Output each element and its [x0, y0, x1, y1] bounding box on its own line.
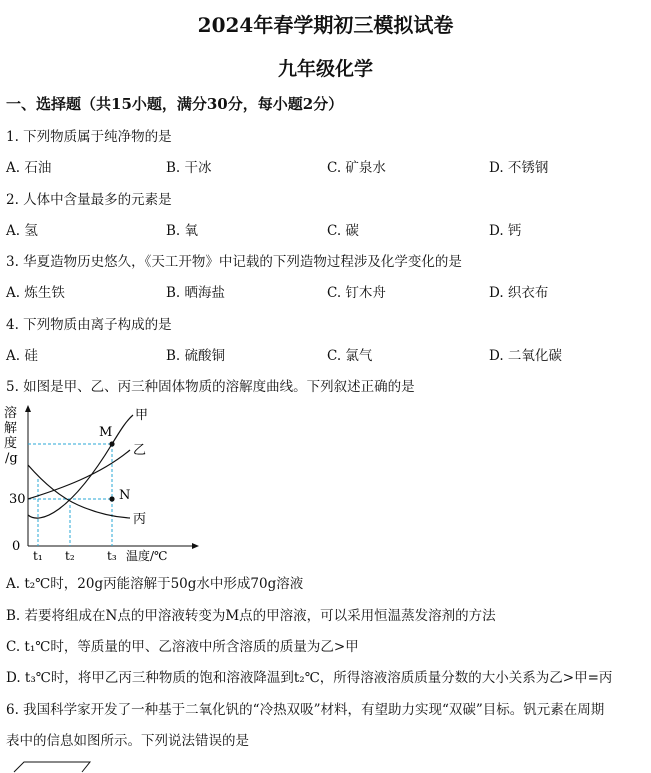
question-1-stem: 1. 下列物质属于纯净物的是	[6, 129, 172, 145]
question-3-option-c[interactable]: C. 钉木舟	[327, 285, 386, 301]
y-axis-label-char-1: 溶	[4, 406, 18, 421]
y-axis-label-char-4: /g	[5, 451, 18, 466]
question-6-stem-continued: 表中的信息如图所示。下列说法错误的是	[6, 733, 249, 749]
section-heading: 一、选择题（共15小题，满分30分，每小题2分）	[6, 95, 344, 113]
y-axis-label-char-3: 度	[4, 436, 18, 451]
x-axis-arrow	[192, 543, 199, 549]
point-n	[109, 496, 114, 501]
question-1-option-d[interactable]: D. 不锈钢	[489, 160, 549, 176]
element-cell-top-edge	[14, 762, 90, 772]
solubility-curve-chart	[0, 403, 200, 565]
x-tick-t1: t₁	[33, 549, 43, 563]
series-label-yi: 乙	[133, 443, 147, 458]
curve-jia	[28, 415, 133, 518]
origin-label: 0	[12, 539, 21, 554]
exam-subtitle: 九年级化学	[277, 58, 373, 80]
question-1-option-b[interactable]: B. 干冰	[166, 160, 212, 176]
y-tick-30: 30	[9, 492, 26, 507]
question-2-option-b[interactable]: B. 氧	[166, 223, 199, 239]
x-tick-t2: t₂	[65, 549, 75, 563]
question-3-option-b[interactable]: B. 晒海盐	[166, 285, 226, 301]
question-2-option-d[interactable]: D. 钙	[489, 223, 522, 239]
x-tick-t3: t₃	[107, 549, 117, 563]
series-label-jia: 甲	[135, 408, 149, 423]
question-4-option-d[interactable]: D. 二氧化碳	[489, 348, 562, 364]
question-5-option-a[interactable]: A. t₂℃时，20g丙能溶解于50g水中形成70g溶液	[6, 576, 304, 592]
question-3-stem: 3. 华夏造物历史悠久，《天工开物》中记载的下列造物过程涉及化学变化的是	[6, 254, 462, 270]
question-4-option-b[interactable]: B. 硫酸铜	[166, 348, 226, 364]
question-4-option-c[interactable]: C. 氯气	[327, 348, 373, 364]
y-axis-label-char-2: 解	[4, 421, 18, 436]
question-5-option-d[interactable]: D. t₃℃时，将甲乙丙三种物质的饱和溶液降温到t₂℃，所得溶液溶质质量分数的大小关系为乙>甲=丙	[6, 670, 613, 686]
question-2-option-c[interactable]: C. 碳	[327, 223, 359, 239]
question-4-option-a[interactable]: A. 硅	[6, 348, 38, 364]
series-label-bing: 丙	[133, 512, 147, 527]
question-1-option-c[interactable]: C. 矿泉水	[327, 160, 386, 176]
question-5-stem: 5. 如图是甲、乙、丙三种固体物质的溶解度曲线。下列叙述正确的是	[6, 379, 415, 395]
periodic-table-cell-fragment	[0, 759, 100, 773]
exam-title: 2024年春学期初三模拟试卷	[197, 13, 454, 37]
question-5-option-b[interactable]: B. 若要将组成在N点的甲溶液转变为M点的甲溶液，可以采用恒温蒸发溶剂的方法	[6, 608, 496, 624]
curve-bing	[28, 465, 130, 518]
point-m-label: M	[99, 425, 113, 440]
y-axis-arrow	[25, 405, 31, 412]
question-3-option-d[interactable]: D. 织衣布	[489, 285, 549, 301]
question-3-option-a[interactable]: A. 炼生铁	[6, 285, 65, 301]
question-1-option-a[interactable]: A. 石油	[6, 160, 52, 176]
point-n-label: N	[119, 488, 131, 503]
question-6-stem: 6. 我国科学家开发了一种基于二氧化钒的“冷热双吸”材料，有望助力实现“双碳”目标。钒元素在周期	[6, 702, 605, 718]
x-axis-label: 温度/℃	[126, 549, 168, 563]
point-m	[109, 441, 114, 446]
question-2-stem: 2. 人体中含量最多的元素是	[6, 192, 172, 208]
curve-yi	[28, 450, 130, 499]
question-5-option-c[interactable]: C. t₁℃时，等质量的甲、乙溶液中所含溶质的质量为乙>甲	[6, 639, 359, 655]
question-2-option-a[interactable]: A. 氢	[6, 223, 38, 239]
question-4-stem: 4. 下列物质由离子构成的是	[6, 317, 172, 333]
